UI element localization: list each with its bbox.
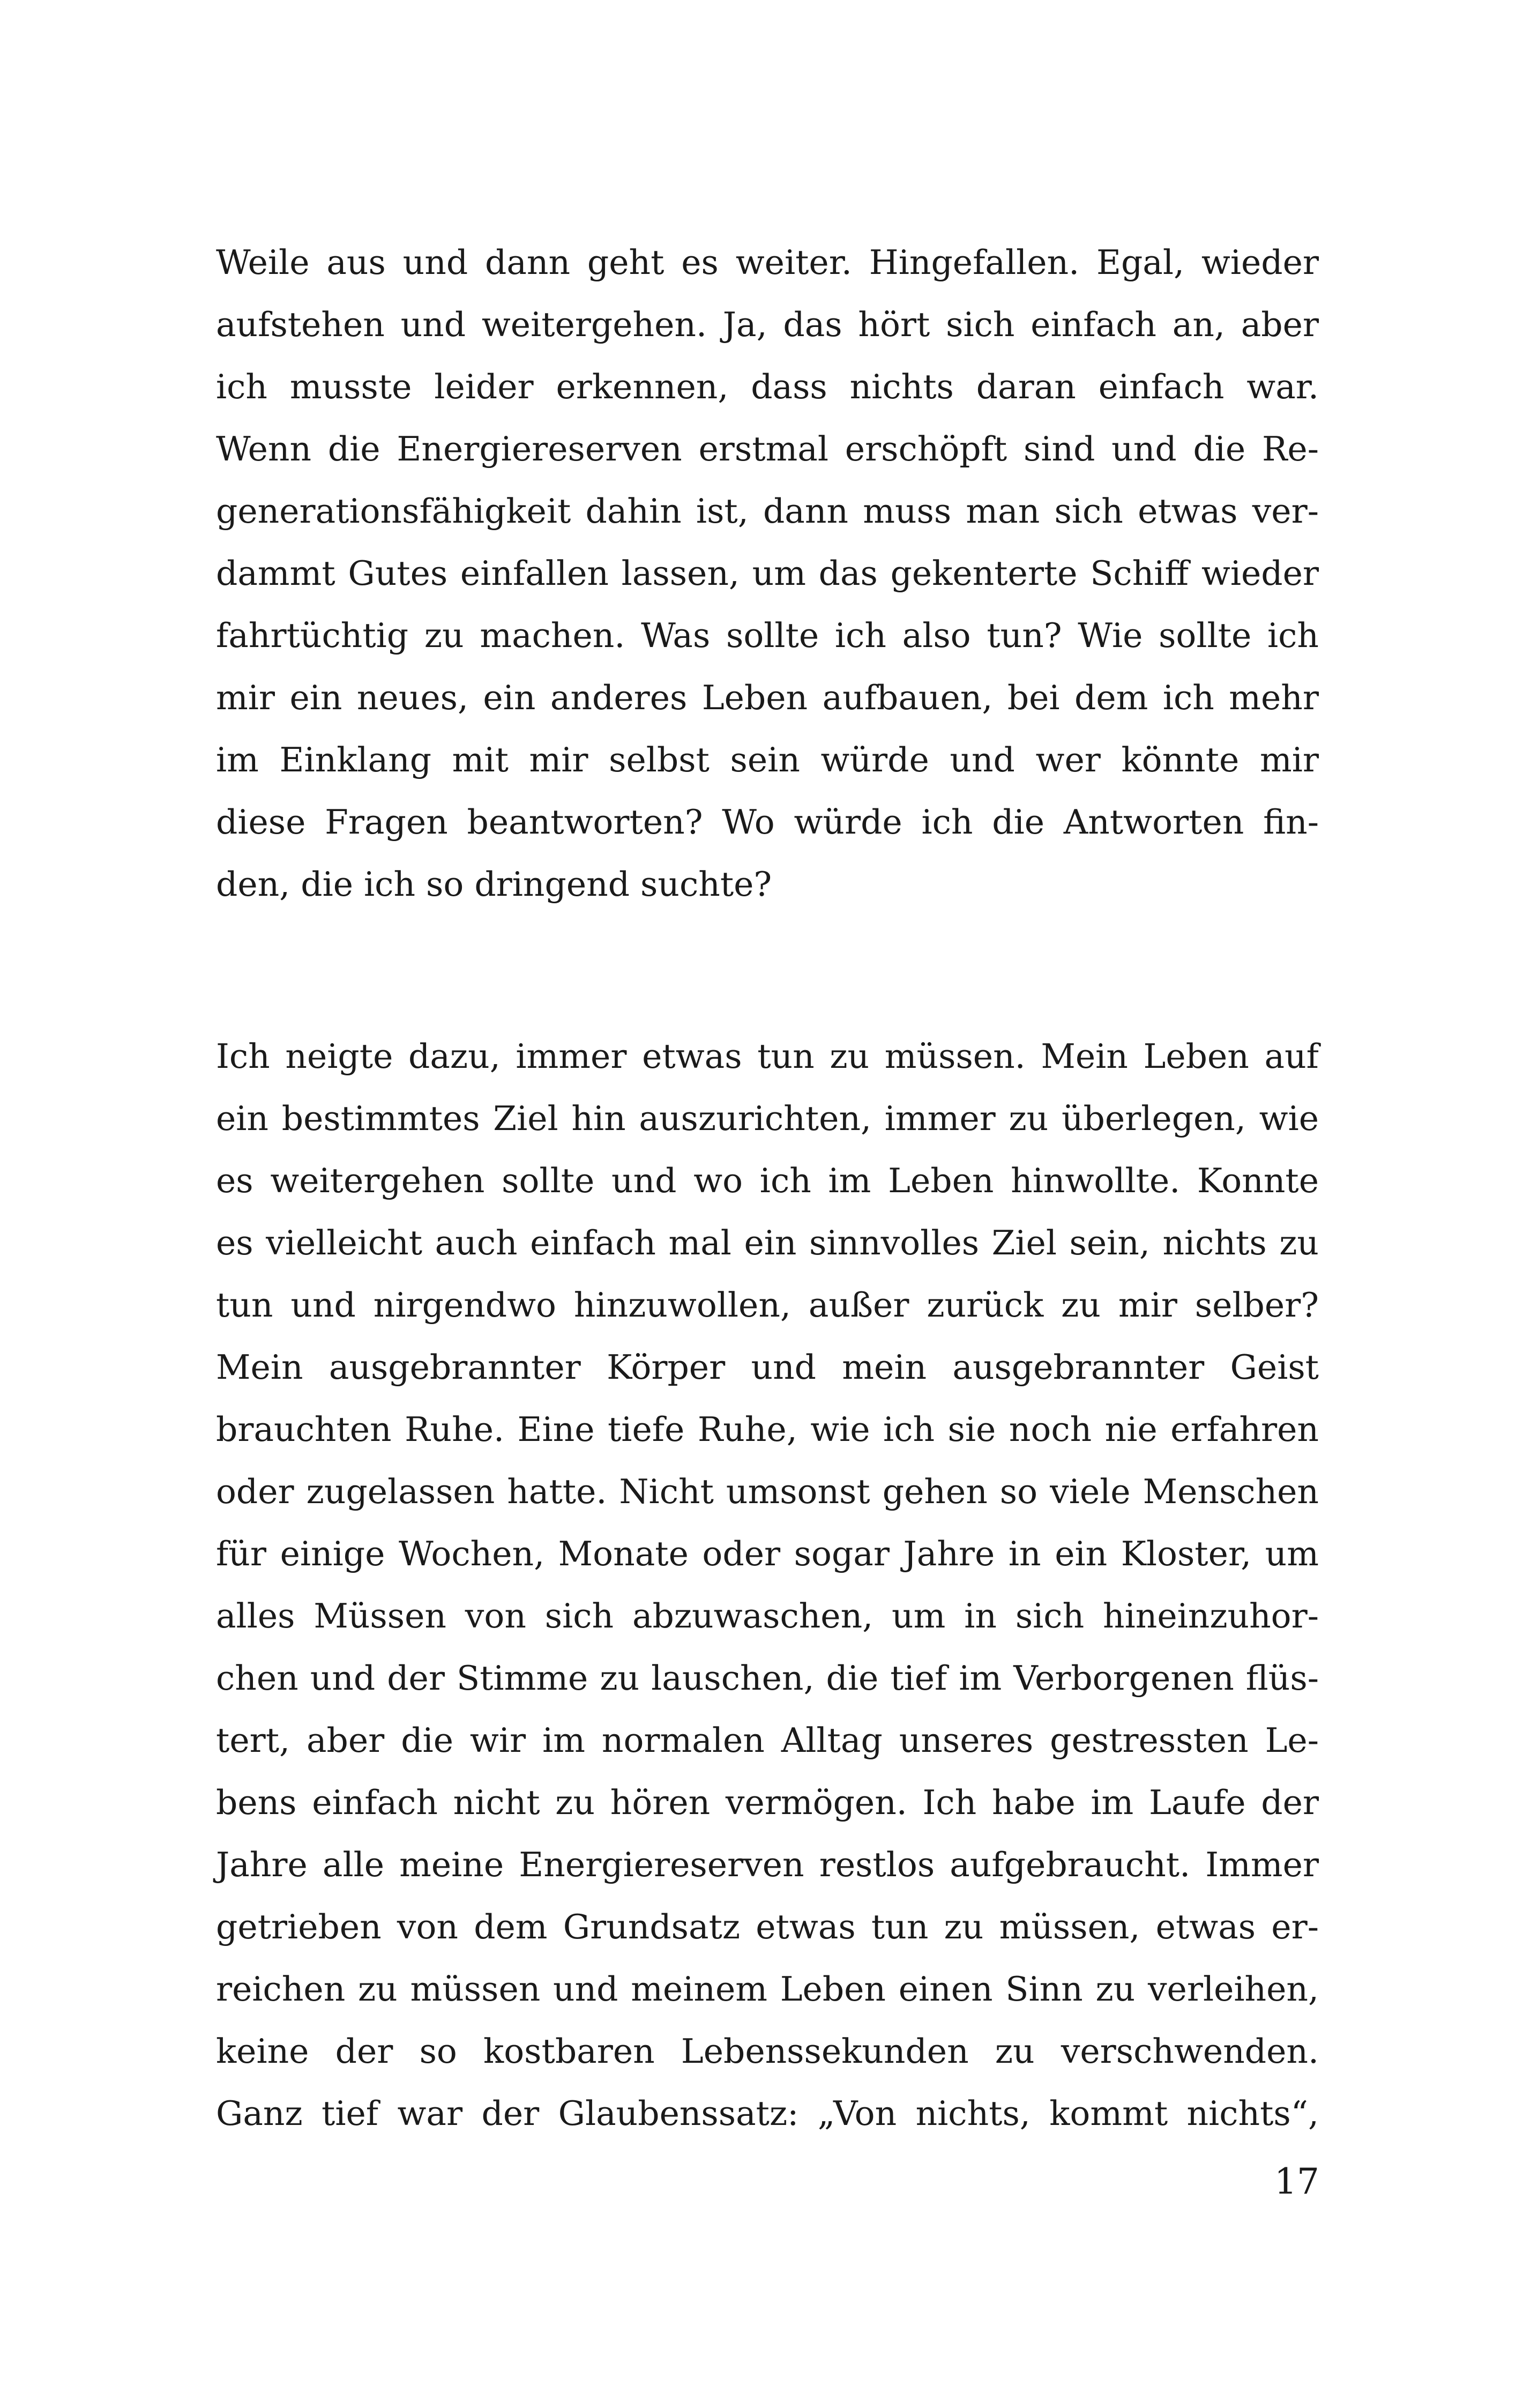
text-line: generationsfähigkeit dahin ist, dann muss man sich etwas ver- (216, 492, 1319, 531)
text-line: im Einklang mit mir selbst sein würde und wer könnte mir (216, 740, 1319, 779)
text-line: es vielleicht auch einfach mal ein sinnvolles Ziel sein, nichts zu (216, 1223, 1319, 1262)
text-line: reichen zu müssen und meinem Leben einen Sinn zu verleihen, (216, 1969, 1319, 2009)
text-line: brauchten Ruhe. Eine tiefe Ruhe, wie ich sie noch nie erfahren (216, 1410, 1319, 1449)
text-line: Wenn die Energiereserven erstmal erschöpft sind und die Re- (216, 429, 1319, 469)
text-line: dammt Gutes einfallen lassen, um das gekenterte Schiff wieder (216, 554, 1319, 593)
text-line: den, die ich so dringend suchte? (216, 865, 772, 904)
text-line: fahrtüchtig zu machen. Was sollte ich also tun? Wie sollte ich (216, 616, 1319, 655)
text-line: getrieben von dem Grundsatz etwas tun zu müssen, etwas er- (216, 1907, 1319, 1946)
text-line: alles Müssen von sich abzuwaschen, um in sich hineinzuhor- (216, 1596, 1319, 1636)
text-line: tert, aber die wir im normalen Alltag unseres gestressten Le- (216, 1721, 1319, 1760)
text-line: mir ein neues, ein anderes Leben aufbauen, bei dem ich mehr (216, 678, 1319, 717)
text-line: Mein ausgebrannter Körper und mein ausgebrannter Geist (216, 1348, 1319, 1387)
paragraph-1 (216, 232, 1319, 916)
page-number: 17 (1274, 2161, 1319, 2202)
text-line: Ich neigte dazu, immer etwas tun zu müssen. Mein Leben auf (216, 1037, 1319, 1076)
text-line: aufstehen und weitergehen. Ja, das hört sich einfach an, aber (216, 305, 1319, 344)
text-line: keine der so kostbaren Lebenssekunden zu verschwenden. (216, 2032, 1319, 2071)
text-line: bens einfach nicht zu hören vermögen. Ich habe im Laufe der (216, 1783, 1319, 1822)
text-line: oder zugelassen hatte. Nicht umsonst gehen so viele Menschen (216, 1472, 1319, 1511)
text-line: chen und der Stimme zu lauschen, die tief im Verborgenen flüs- (216, 1659, 1319, 1698)
text-line: Ganz tief war der Glaubenssatz: „Von nichts, kommt nichts“, (216, 2094, 1319, 2133)
text-line: ein bestimmtes Ziel hin auszurichten, immer zu überlegen, wie (216, 1099, 1319, 1138)
text-line: es weitergehen sollte und wo ich im Leben hinwollte. Konnte (216, 1161, 1319, 1200)
text-line: diese Fragen beantworten? Wo würde ich die Antworten fin- (216, 802, 1319, 842)
paragraph-2 (216, 1025, 1319, 2145)
text-line: für einige Wochen, Monate oder sogar Jahre in ein Kloster, um (216, 1534, 1319, 1573)
text-line: Jahre alle meine Energiereserven restlos aufgebraucht. Immer (216, 1845, 1319, 1884)
text-line: Weile aus und dann geht es weiter. Hingefallen. Egal, wieder (216, 243, 1319, 282)
text-line: tun und nirgendwo hinzuwollen, außer zurück zu mir selber? (216, 1285, 1319, 1325)
text-line: ich musste leider erkennen, dass nichts daran einfach war. (216, 367, 1319, 406)
